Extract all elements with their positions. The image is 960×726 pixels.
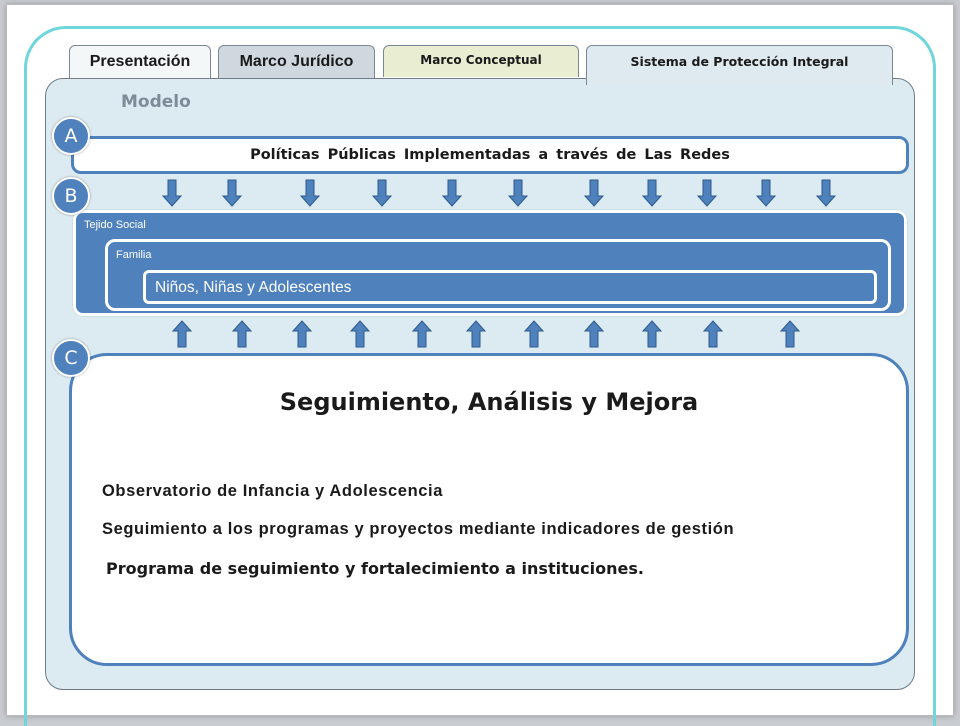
arrow-up-icon	[172, 320, 192, 348]
arrow-down-icon	[372, 179, 392, 207]
family-label: Familia	[116, 249, 152, 261]
arrow-down-icon	[442, 179, 462, 207]
follow-up-title: Seguimiento, Análisis y Mejora	[279, 388, 699, 416]
tab-marco-conceptual[interactable]	[383, 45, 579, 77]
arrow-up-icon	[350, 320, 370, 348]
arrow-up-icon	[292, 320, 312, 348]
arrow-down-icon	[642, 179, 662, 207]
tab-label: Presentación	[89, 53, 191, 70]
marker-a: A	[52, 117, 90, 155]
arrow-up-icon	[584, 320, 604, 348]
arrow-up-icon	[703, 320, 723, 348]
policy-bar: Políticas Públicas Implementadas a través de Las Redes	[71, 136, 909, 174]
tab-label: Sistema de Protección Integral	[630, 54, 849, 69]
arrow-up-icon	[232, 320, 252, 348]
tab-label: Marco Conceptual	[420, 53, 542, 67]
social-fabric-label: Tejido Social	[84, 219, 146, 231]
marker-c: C	[52, 339, 90, 377]
arrow-down-icon	[162, 179, 182, 207]
arrow-down-icon	[584, 179, 604, 207]
tab-presentacion[interactable]	[69, 45, 211, 79]
children-box: Niños, Niñas y Adolescentes	[143, 270, 877, 304]
marker-b: B	[52, 177, 90, 215]
tab-marco-juridico[interactable]	[218, 45, 375, 79]
arrow-down-icon	[508, 179, 528, 207]
arrow-up-icon	[412, 320, 432, 348]
arrow-up-icon	[642, 320, 662, 348]
follow-up-item: Observatorio de Infancia y Adolescencia	[102, 482, 443, 500]
up-arrow-row	[0, 320, 960, 348]
arrow-down-icon	[756, 179, 776, 207]
tab-label: Marco Jurídico	[239, 53, 354, 70]
arrow-down-icon	[697, 179, 717, 207]
arrow-down-icon	[300, 179, 320, 207]
arrow-down-icon	[816, 179, 836, 207]
arrow-down-icon	[222, 179, 242, 207]
section-label: Modelo	[121, 92, 191, 112]
follow-up-item: Programa de seguimiento y fortalecimiento a instituciones.	[106, 559, 644, 578]
down-arrow-row	[0, 179, 960, 207]
arrow-up-icon	[780, 320, 800, 348]
arrow-up-icon	[524, 320, 544, 348]
follow-up-item: Seguimiento a los programas y proyectos mediante indicadores de gestión	[102, 520, 735, 538]
tab-sistema-proteccion-integral[interactable]	[586, 45, 893, 85]
arrow-up-icon	[466, 320, 486, 348]
